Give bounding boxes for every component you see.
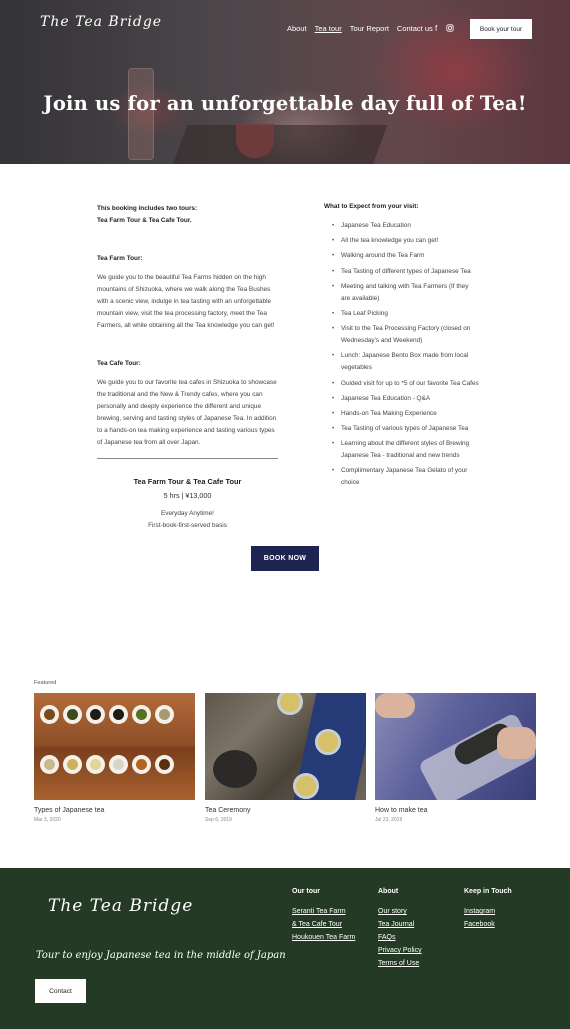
hero-banner [0,0,570,164]
featured-card[interactable] [34,693,195,823]
nav-tour-report[interactable]: Tour Report [349,24,389,33]
tour-summary [97,477,278,532]
footer-link[interactable]: & Tea Cafe Tour [292,921,342,928]
divider [97,458,278,459]
booking-details [97,203,280,475]
hero-table [173,125,388,164]
intro-line: Tea Farm Tour & Tea Cafe Tour. [97,217,192,224]
cafe-tour-body: We guide you to our favorite tea cafes in Shizuoka to showcase the traditional and the New & Trendy cafes, where you can personally and deeply experience the different and unique brewing, serving and tasting styles of Japanese Tea. In addition to a hands-on tea making experience and tasting various types of Japanese tea from all over Japan. [97,379,277,446]
instagram-icon[interactable] [446,24,454,34]
expect-item: • Tea Tasting of different types of Japanese Tea [324,266,479,278]
footer-col-keep-in-touch [464,888,512,931]
footer-link[interactable]: Privacy Policy [378,947,422,954]
booking-policy-note: First-book-first-served basis [148,522,227,529]
facebook-icon[interactable]: f [435,24,438,33]
card-date: Jul 23, 2019 [375,817,403,823]
expect-item: • Tea Tasting of various types of Japanese Tea [324,423,479,435]
footer-link[interactable]: Our story [378,908,407,915]
hero-teacup [236,124,274,158]
footer-link[interactable]: FAQs [378,934,396,941]
book-now-button[interactable]: BOOK NOW [251,546,319,571]
expect-item: • Walking around the Tea Farm [324,250,479,262]
footer-col-title: About [378,888,399,895]
expect-item: • Visit to the Tea Processing Factory (closed on Wednesday's and Weekend) [324,323,479,347]
site-logo[interactable]: The Tea Bridge [40,14,163,30]
intro-line: This booking includes two tours: [97,205,198,212]
farm-tour-title: Tea Farm Tour: [97,255,143,262]
tea-types-image[interactable] [34,693,195,800]
expect-item: • Learning about the different styles of Brewing Japanese Tea - traditional and new trends [324,438,479,462]
footer-col-title: Our tour [292,888,320,895]
featured-card[interactable] [375,693,536,823]
footer-link[interactable]: Houkouen Tea Farm [292,934,356,941]
card-title[interactable]: Types of Japanese tea [34,807,105,814]
footer-link[interactable]: Instagram [464,908,496,915]
featured-card[interactable] [205,693,366,823]
tea-ceremony-image[interactable] [205,693,366,800]
footer-col-title: Keep in Touch [464,888,512,895]
expect-list-section [324,203,479,493]
nav-about[interactable]: About [287,24,307,33]
footer-link[interactable]: Facebook [464,921,495,928]
expect-item: • Meeting and talking with Tea Farmers (If they are available) [324,281,479,305]
contact-button[interactable]: Contact [35,979,86,1003]
footer-link[interactable]: Terms of Use [378,960,420,967]
expect-item: • All the tea knowledge you can get! [324,235,479,247]
summary-price: 5 hrs | ¥13,000 [163,491,212,500]
footer-logo[interactable]: The Tea Bridge [48,896,194,916]
make-tea-image[interactable] [375,693,536,800]
featured-label: Featured [34,680,57,686]
card-date: Mar 3, 2020 [34,817,61,823]
footer-link[interactable]: Seranti Tea Farm [292,908,346,915]
expect-item: • Guided visit for up to *5 of our favorite Tea Cafes [324,378,479,390]
summary-title: Tea Farm Tour & Tea Cafe Tour [133,477,242,486]
main-nav [287,24,433,33]
nav-tea-tour[interactable]: Tea tour [314,24,342,33]
hero-title: Join us for an unforgettable day full of Tea! [43,92,527,115]
card-title[interactable]: How to make tea [375,807,428,814]
expect-list [324,220,479,489]
expect-item: • Lunch: Japanese Bento Box made from local vegetables [324,350,479,374]
social-links [435,24,454,34]
card-title[interactable]: Tea Ceremony [205,807,251,814]
expect-item: • Japanese Tea Education [324,220,479,232]
footer-col-about [378,888,422,970]
cafe-tour-title: Tea Cafe Tour: [97,360,141,367]
farm-tour-body: We guide you to the beautiful Tea Farms hidden on the high mountains of Shizuoka, where we walk along the Tea Bushes with a scenic view, indulge in tea tasting with an unforgettable mountain view, visit the tea processing factory, meet the Tea Farmers, all while obtaining all the Tea knowledge you can get! [97,274,275,329]
footer-col-our-tour [292,888,355,944]
expect-title: What to Expect from your visit: [324,203,419,210]
footer-link[interactable]: Tea Journal [378,921,415,928]
footer-tagline: Tour to enjoy Japanese tea in the middle of Japan [36,950,286,961]
nav-contact-us[interactable]: Contact us [396,24,433,33]
book-your-tour-button[interactable]: Book your tour [470,19,532,39]
availability-note: Everyday Anytime! [161,510,214,517]
expect-item: • Tea Leaf Picking [324,308,479,320]
booking-intro [97,203,280,227]
expect-item: • Japanese Tea Education - Q&A [324,393,479,405]
expect-item: • Complimentary Japanese Tea Gelato of your choice [324,465,479,489]
card-date: Sep 6, 2019 [205,817,232,823]
summary-note [97,508,278,532]
expect-item: • Hands-on Tea Making Experience [324,408,479,420]
footer [0,868,570,1029]
